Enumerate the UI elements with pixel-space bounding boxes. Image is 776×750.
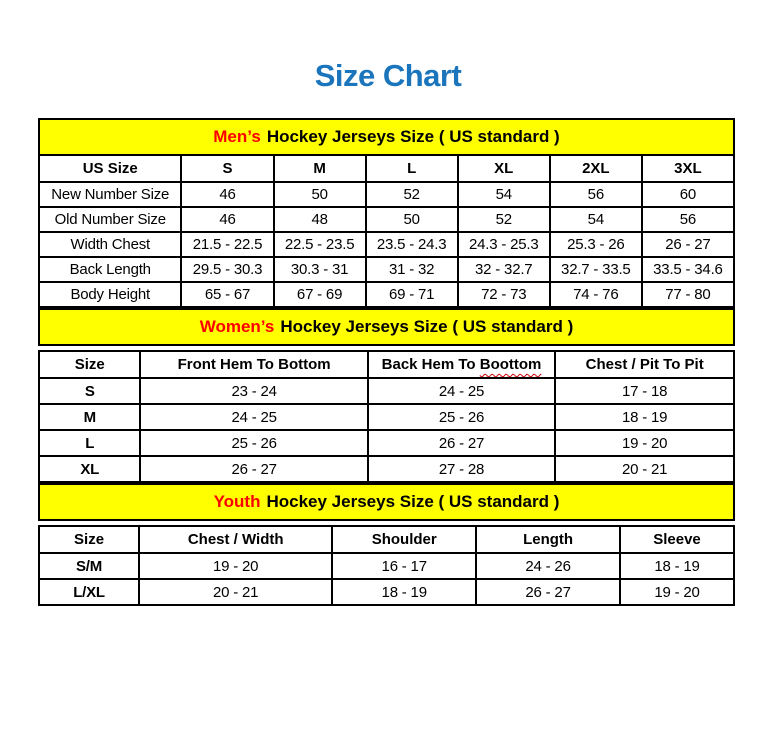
row-label: XL — [39, 456, 140, 482]
header-row — [39, 155, 734, 182]
size-chart-document — [0, 58, 776, 606]
size-value: 18 - 19 — [620, 553, 734, 579]
column-header: S — [181, 155, 273, 182]
size-value: 32 - 32.7 — [458, 257, 550, 282]
column-header: M — [274, 155, 366, 182]
column-header: L — [366, 155, 458, 182]
size-value: 31 - 32 — [366, 257, 458, 282]
womens-section-header — [38, 308, 735, 346]
mens-size-table — [38, 154, 735, 308]
row-label: L — [39, 430, 140, 456]
table-row — [39, 404, 734, 430]
size-value: 54 — [550, 207, 642, 232]
misspelled-word: Boottom — [479, 356, 542, 373]
size-value: 32.7 - 33.5 — [550, 257, 642, 282]
table-row — [39, 579, 734, 605]
size-value: 29.5 - 30.3 — [181, 257, 273, 282]
size-value: 74 - 76 — [550, 282, 642, 307]
size-value: 46 — [181, 207, 273, 232]
size-value: 19 - 20 — [139, 553, 332, 579]
row-label: L/XL — [39, 579, 139, 605]
size-value: 69 - 71 — [366, 282, 458, 307]
size-value: 77 - 80 — [642, 282, 734, 307]
size-value: 24 - 26 — [476, 553, 620, 579]
header-row — [39, 526, 734, 553]
youth-section-header — [38, 483, 735, 521]
size-chart — [38, 118, 735, 606]
row-label: Width Chest — [39, 232, 181, 257]
row-label: New Number Size — [39, 182, 181, 207]
womens-section-highlight: Women’s — [199, 317, 275, 336]
column-header: Shoulder — [332, 526, 476, 553]
size-value: 25 - 26 — [140, 430, 367, 456]
womens-size-table — [38, 350, 735, 483]
size-value: 16 - 17 — [332, 553, 476, 579]
size-value: 19 - 20 — [620, 579, 734, 605]
column-header: Chest / Pit To Pit — [555, 351, 734, 378]
column-header: Front Hem To Bottom — [140, 351, 367, 378]
size-value: 26 - 27 — [140, 456, 367, 482]
column-header: Length — [476, 526, 620, 553]
row-label: Body Height — [39, 282, 181, 307]
row-label: Old Number Size — [39, 207, 181, 232]
size-value: 46 — [181, 182, 273, 207]
table-row — [39, 207, 734, 232]
size-value: 26 - 27 — [368, 430, 556, 456]
size-value: 52 — [366, 182, 458, 207]
size-value: 20 - 21 — [555, 456, 734, 482]
youth-section-title: Hockey Jerseys Size ( US standard ) — [266, 492, 560, 511]
size-value: 25.3 - 26 — [550, 232, 642, 257]
size-value: 56 — [550, 182, 642, 207]
table-row — [39, 257, 734, 282]
page-title: Size Chart — [314, 58, 462, 93]
row-label: S — [39, 378, 140, 404]
size-value: 23.5 - 24.3 — [366, 232, 458, 257]
size-value: 17 - 18 — [555, 378, 734, 404]
table-row — [39, 182, 734, 207]
row-label: Back Length — [39, 257, 181, 282]
size-value: 52 — [458, 207, 550, 232]
column-header: 2XL — [550, 155, 642, 182]
size-value: 72 - 73 — [458, 282, 550, 307]
youth-size-table — [38, 525, 735, 606]
size-value: 50 — [366, 207, 458, 232]
size-value: 21.5 - 22.5 — [181, 232, 273, 257]
size-value: 25 - 26 — [368, 404, 556, 430]
youth-section-highlight: Youth — [213, 492, 261, 511]
size-value: 33.5 - 34.6 — [642, 257, 734, 282]
column-header: Sleeve — [620, 526, 734, 553]
size-value: 26 - 27 — [642, 232, 734, 257]
table-row — [39, 553, 734, 579]
header-row — [39, 351, 734, 378]
size-value: 18 - 19 — [332, 579, 476, 605]
row-label: S/M — [39, 553, 139, 579]
size-value: 19 - 20 — [555, 430, 734, 456]
column-header: 3XL — [642, 155, 734, 182]
table-row — [39, 282, 734, 307]
size-value: 18 - 19 — [555, 404, 734, 430]
size-value: 48 — [274, 207, 366, 232]
size-value: 60 — [642, 182, 734, 207]
size-value: 30.3 - 31 — [274, 257, 366, 282]
table-row — [39, 378, 734, 404]
size-value: 24.3 - 25.3 — [458, 232, 550, 257]
size-value: 27 - 28 — [368, 456, 556, 482]
mens-section-title: Hockey Jerseys Size ( US standard ) — [266, 127, 560, 146]
mens-section-highlight: Men’s — [213, 127, 261, 146]
size-value: 50 — [274, 182, 366, 207]
size-value: 26 - 27 — [476, 579, 620, 605]
size-value: 24 - 25 — [368, 378, 556, 404]
column-header: US Size — [39, 155, 181, 182]
table-row — [39, 456, 734, 482]
size-value: 56 — [642, 207, 734, 232]
column-header: Back Hem To Boottom — [368, 351, 556, 378]
size-value: 67 - 69 — [274, 282, 366, 307]
column-header: Size — [39, 351, 140, 378]
size-value: 23 - 24 — [140, 378, 367, 404]
row-label: M — [39, 404, 140, 430]
column-header: XL — [458, 155, 550, 182]
size-value: 24 - 25 — [140, 404, 367, 430]
column-header: Size — [39, 526, 139, 553]
womens-section-title: Hockey Jerseys Size ( US standard ) — [280, 317, 574, 336]
mens-section-header — [38, 118, 735, 156]
column-header: Chest / Width — [139, 526, 332, 553]
size-value: 22.5 - 23.5 — [274, 232, 366, 257]
table-row — [39, 232, 734, 257]
size-value: 65 - 67 — [181, 282, 273, 307]
size-value: 54 — [458, 182, 550, 207]
table-row — [39, 430, 734, 456]
size-value: 20 - 21 — [139, 579, 332, 605]
